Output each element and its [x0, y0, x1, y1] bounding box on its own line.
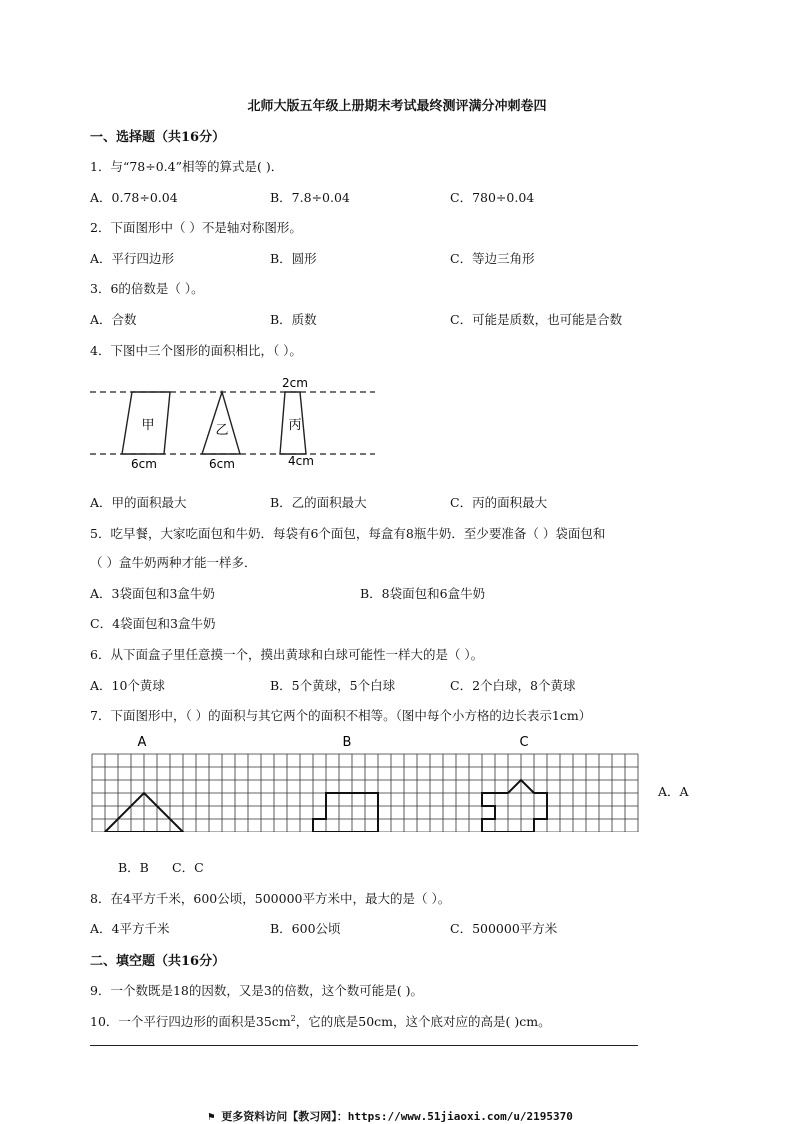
q3-option-a[interactable]: A．合数 — [90, 312, 137, 327]
q1-option-a[interactable]: A．0.78÷0.04 — [90, 190, 178, 205]
grid-label-b: B — [342, 735, 352, 750]
flag-icon: ⚑ — [208, 1110, 215, 1123]
question-1: 1．与“78÷0.4”相等的算式是( )． — [90, 159, 284, 174]
label-yi: 乙 — [215, 423, 229, 438]
q7-option-b[interactable]: B．B — [118, 860, 149, 875]
label-top-2cm: 2cm — [282, 376, 308, 390]
label-base-4cm: 4cm — [288, 454, 314, 468]
grid-label-a: A — [137, 735, 147, 750]
label-base-6cm-2: 6cm — [209, 457, 235, 471]
question-5-line2: （ ）盒牛奶两种才能一样多． — [90, 555, 257, 570]
q3-option-c[interactable]: C．可能是质数，也可能是合数 — [450, 312, 623, 327]
q4-option-a[interactable]: A．甲的面积最大 — [90, 495, 187, 510]
q6-option-a[interactable]: A．10个黄球 — [90, 678, 165, 693]
q7-option-a[interactable]: A．A — [658, 784, 689, 799]
label-jia: 甲 — [141, 418, 155, 433]
question-10-part2: ，它的底是50cm，这个底对应的高是( )cm。 — [295, 1014, 551, 1029]
question-9: 9．一个数既是18的因数，又是3的倍数，这个数可能是( )。 — [90, 983, 424, 998]
grid-label-c: C — [519, 735, 529, 750]
question-10 — [90, 1012, 551, 1030]
q3-option-b[interactable]: B．质数 — [270, 312, 317, 327]
question-5-line1: 5．吃早餐，大家吃面包和牛奶．每袋有6个面包，每盒有8瓶牛奶．至少要准备（ ）袋面包和 — [90, 526, 606, 541]
footer-text: 更多资料访问【教习网】：https://www.51jiaoxi.com/u/2195370 — [221, 1110, 573, 1123]
q2-option-a[interactable]: A．平行四边形 — [90, 251, 175, 266]
q8-option-b[interactable]: B．600公顷 — [270, 921, 341, 936]
q5-option-a[interactable]: A．3袋面包和3盒牛奶 — [90, 586, 215, 601]
label-bing: 丙 — [288, 418, 302, 433]
q5-option-b[interactable]: B．8袋面包和6盒牛奶 — [360, 586, 486, 601]
footer-link[interactable] — [208, 1108, 573, 1124]
question-10-part1: 10．一个平行四边形的面积是35cm — [90, 1014, 291, 1029]
q4-option-b[interactable]: B．乙的面积最大 — [270, 495, 367, 510]
q8-option-c[interactable]: C．500000平方米 — [450, 921, 558, 936]
q2-option-b[interactable]: B．圆形 — [270, 251, 317, 266]
question-8: 8．在4平方千米，600公顷，500000平方米中，最大的是（ ）。 — [90, 891, 451, 906]
question-2: 2．下面图形中（ ）不是轴对称图形。 — [90, 220, 302, 235]
grid-figure — [90, 732, 650, 832]
q5-option-c[interactable]: C．4袋面包和3盒牛奶 — [90, 616, 216, 631]
q6-option-b[interactable]: B．5个黄球，5个白球 — [270, 678, 396, 693]
section-heading-fill: 二、填空题（共16分） — [90, 954, 226, 969]
grid-shape-b — [313, 793, 378, 832]
superscript-2: 2 — [290, 1013, 296, 1023]
label-base-6cm-1: 6cm — [131, 457, 157, 471]
question-7: 7．下面图形中，（ ）的面积与其它两个的面积不相等。（图中每个小方格的边长表示1cm） — [90, 708, 592, 723]
q7-option-c[interactable]: C．C — [172, 860, 204, 875]
q1-option-b[interactable]: B．7.8÷0.04 — [270, 190, 350, 205]
question-3: 3．6的倍数是（ ）。 — [90, 281, 204, 296]
q2-option-c[interactable]: C．等边三角形 — [450, 251, 535, 266]
divider-line — [90, 1045, 638, 1046]
section-heading-choice: 一、选择题（共16分） — [90, 130, 226, 145]
question-6: 6．从下面盒子里任意摸一个，摸出黄球和白球可能性一样大的是（ ）。 — [90, 647, 484, 662]
q1-option-c[interactable]: C．780÷0.04 — [450, 190, 535, 205]
q6-option-c[interactable]: C．2个白球，8个黄球 — [450, 678, 576, 693]
page-title: 北师大版五年级上册期末考试最终测评满分冲刺卷四 — [247, 99, 547, 114]
trapezoid-figure — [90, 372, 380, 472]
q4-option-c[interactable]: C．丙的面积最大 — [450, 495, 548, 510]
q8-option-a[interactable]: A．4平方千米 — [90, 921, 170, 936]
question-4: 4．下图中三个图形的面积相比，（ ）。 — [90, 343, 302, 358]
